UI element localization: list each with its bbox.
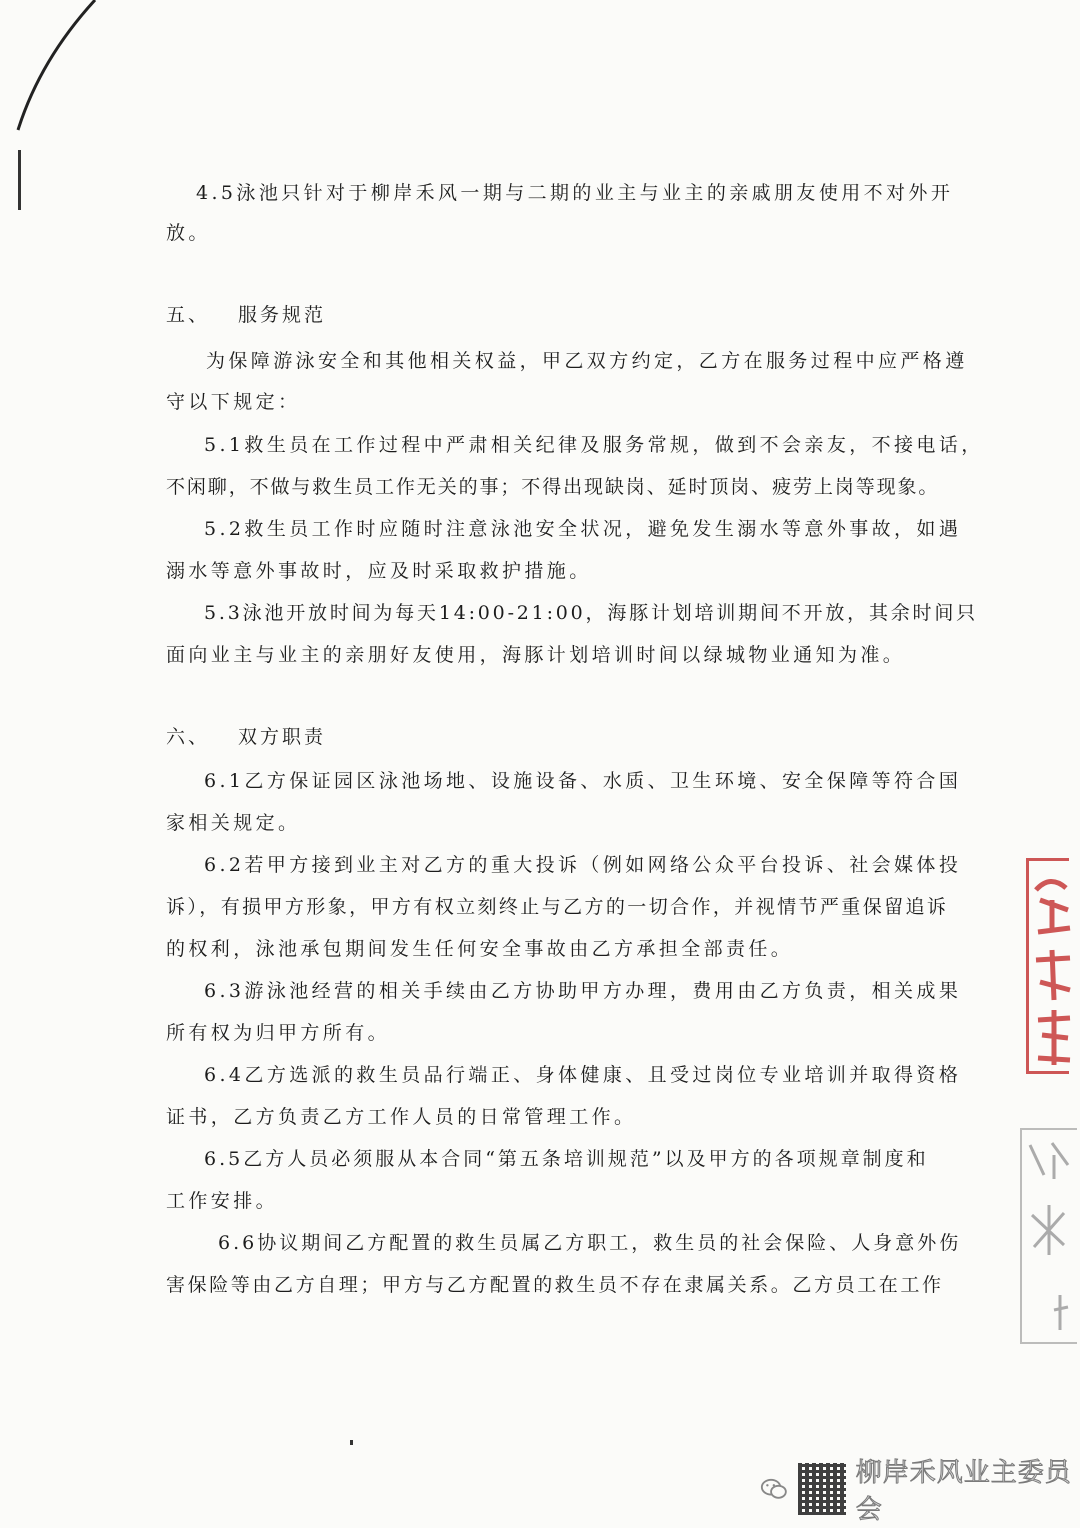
clause-5-3-line-2: 面向业主与业主的亲朋好友使用，海豚计划培训时间以绿城物业通知为准。 [166, 644, 906, 666]
clause-6-1-line-2: 家相关规定。 [166, 812, 301, 834]
clause-6-5-line-1: 6.5乙方人员必须服从本合同“第五条培训规范”以及甲方的各项规章制度和 [204, 1148, 929, 1170]
clause-5-1-line-2: 不闲聊，不做与救生员工作无关的事；不得出现缺岗、延时顶岗、疲劳上岗等现象。 [166, 476, 940, 498]
scan-dot [350, 1440, 353, 1445]
clause-6-3-line-2: 所有权为归甲方所有。 [166, 1022, 391, 1044]
scan-edge-mark [0, 0, 120, 260]
clause-4-5-line-1: 4.5泳池只针对于柳岸禾风一期与二期的业主与业主的亲戚朋友使用不对外开 [196, 182, 954, 204]
wechat-icon [760, 1476, 788, 1502]
section-6-number: 六、 [166, 726, 211, 748]
section-5-number: 五、 [166, 304, 211, 326]
clause-6-6-line-2: 害保险等由乙方自理；甲方与乙方配置的救生员不存在隶属关系。乙方员工在工作 [166, 1274, 944, 1296]
watermark-text: 柳岸禾风业主委员会 [855, 1458, 1072, 1525]
clause-6-5-line-2: 工作安排。 [166, 1190, 279, 1212]
grey-seal-icon [1024, 1135, 1074, 1335]
clause-6-4-line-1: 6.4乙方选派的救生员品行端正、身体健康、且受过岗位专业培训并取得资格 [204, 1064, 962, 1086]
watermark [760, 1458, 1080, 1525]
clause-5-2-line-1: 5.2救生员工作时应随时注意泳池安全状况，避免发生溺水等意外事故，如遇 [204, 518, 962, 540]
section-6-title: 双方职责 [238, 726, 327, 748]
qr-code [798, 1463, 846, 1515]
section-5-intro-line-2: 守以下规定： [166, 391, 301, 413]
clause-6-4-line-2: 证书，乙方负责乙方工作人员的日常管理工作。 [166, 1106, 637, 1128]
clause-5-2-line-2: 溺水等意外事故时，应及时采取救护措施。 [166, 560, 592, 582]
section-5-title: 服务规范 [238, 304, 327, 326]
section-5-heading [166, 300, 326, 327]
margin-mark [18, 150, 21, 210]
clause-6-1-line-1: 6.1乙方保证园区泳池场地、设施设备、水质、卫生环境、安全保障等符合国 [204, 770, 962, 792]
section-5-intro-line-1: 为保障游泳安全和其他相关权益，甲乙双方约定，乙方在服务过程中应严格遵 [206, 350, 968, 372]
clause-6-2-line-2: 诉），有损甲方形象，甲方有权立刻终止与乙方的一切合作，并视情节严重保留追诉 [166, 896, 949, 918]
section-6-heading [166, 722, 326, 749]
clause-5-3-line-1: 5.3泳池开放时间为每天14:00-21:00，海豚计划培训期间不开放，其余时间只 [204, 602, 978, 624]
clause-4-5-line-2: 放。 [166, 222, 211, 244]
clause-5-1-line-1: 5.1救生员在工作过程中严肃相关纪律及服务常规，做到不会亲友，不接电话， [204, 434, 984, 456]
clause-6-2-line-3: 的权利，泳池承包期间发生任何安全事故由乙方承担全部责任。 [166, 938, 794, 960]
clause-6-2-line-1: 6.2若甲方接到业主对乙方的重大投诉（例如网络公众平台投诉、社会媒体投 [204, 854, 962, 876]
red-seal-icon [1030, 870, 1076, 1070]
clause-6-3-line-1: 6.3游泳池经营的相关手续由乙方协助甲方办理，费用由乙方负责，相关成果 [204, 980, 962, 1002]
clause-6-6-line-1: 6.6协议期间乙方配置的救生员属乙方职工，救生员的社会保险、人身意外伤 [218, 1232, 962, 1254]
